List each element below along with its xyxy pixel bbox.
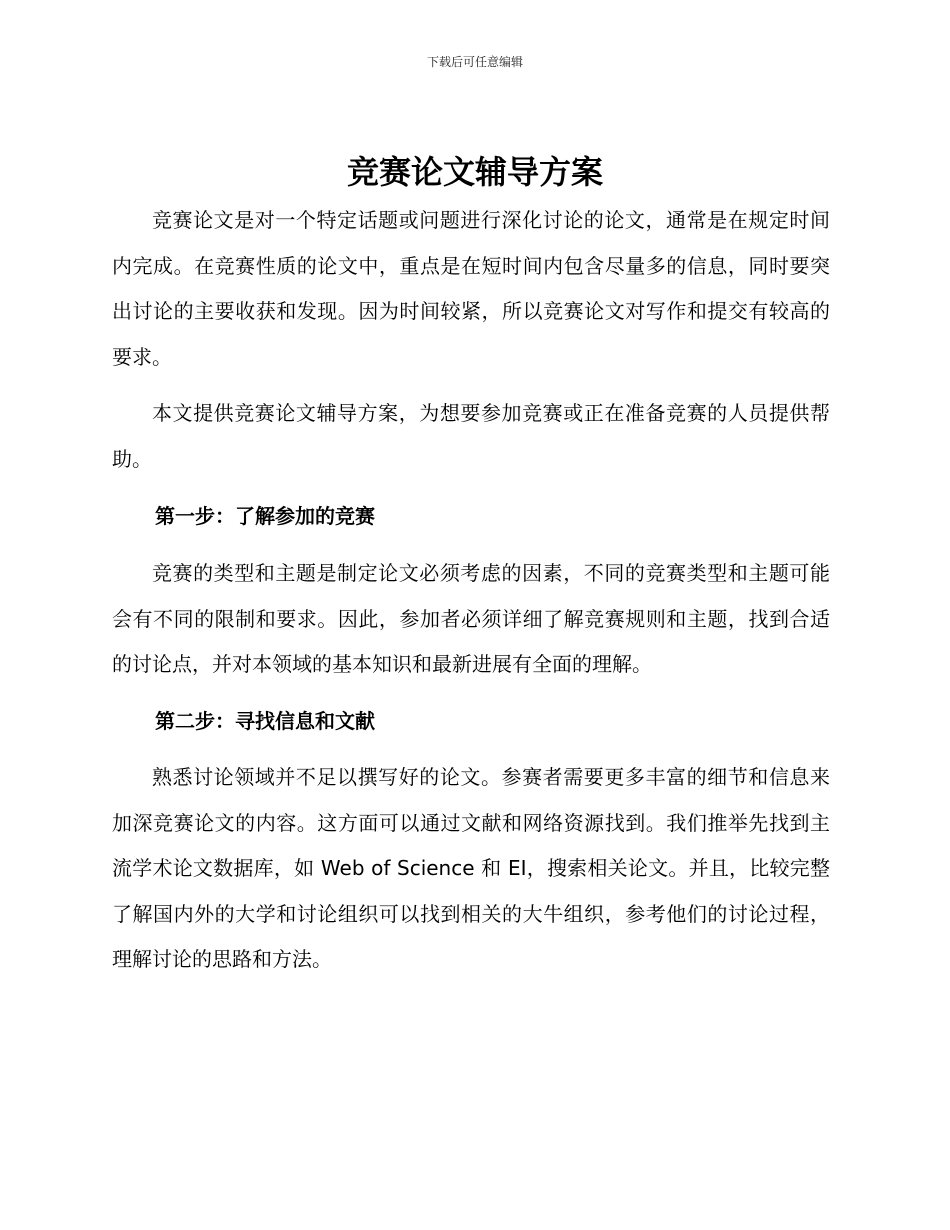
paragraph-step-two: 熟悉讨论领域并不足以撰写好的论文。参赛者需要更多丰富的细节和信息来加深竞赛论文的内容。这方面可以通过文献和网络资源找到。我们推举先找到主流学术论文数据库，如 Web of Science 和 EI，搜索相关论文。并且，比较完整了解国内外的大学和讨论组织可以找到相关的大牛组织，参考他们的讨论过程，理解讨论的思路和方法。 bbox=[112, 765, 830, 971]
paragraph-purpose: 本文提供竞赛论文辅导方案，为想要参加竞赛或正在准备竞赛的人员提供帮助。 bbox=[112, 401, 830, 471]
step-one-heading: 第一步：了解参加的竞赛 bbox=[155, 504, 375, 528]
paragraph-intro: 竞赛论文是对一个特定话题或问题进行深化讨论的论文，通常是在规定时间内完成。在竞赛性质的论文中，重点是在短时间内包含尽量多的信息，同时要突出讨论的主要收获和发现。因为时间较紧，所以竞赛论文对写作和提交有较高的要求。 bbox=[112, 208, 830, 369]
paragraph-step-one: 竞赛的类型和主题是制定论文必须考虑的因素，不同的竞赛类型和主题可能会有不同的限制和要求。因此，参加者必须详细了解竞赛规则和主题，找到合适的讨论点，并对本领域的基本知识和最新进展有全面的理解。 bbox=[112, 561, 830, 676]
header-note: 下载后可任意编辑 bbox=[426, 55, 523, 69]
document-title: 竞赛论文辅导方案 bbox=[346, 153, 603, 191]
step-two-heading: 第二步：寻找信息和文献 bbox=[155, 709, 375, 733]
